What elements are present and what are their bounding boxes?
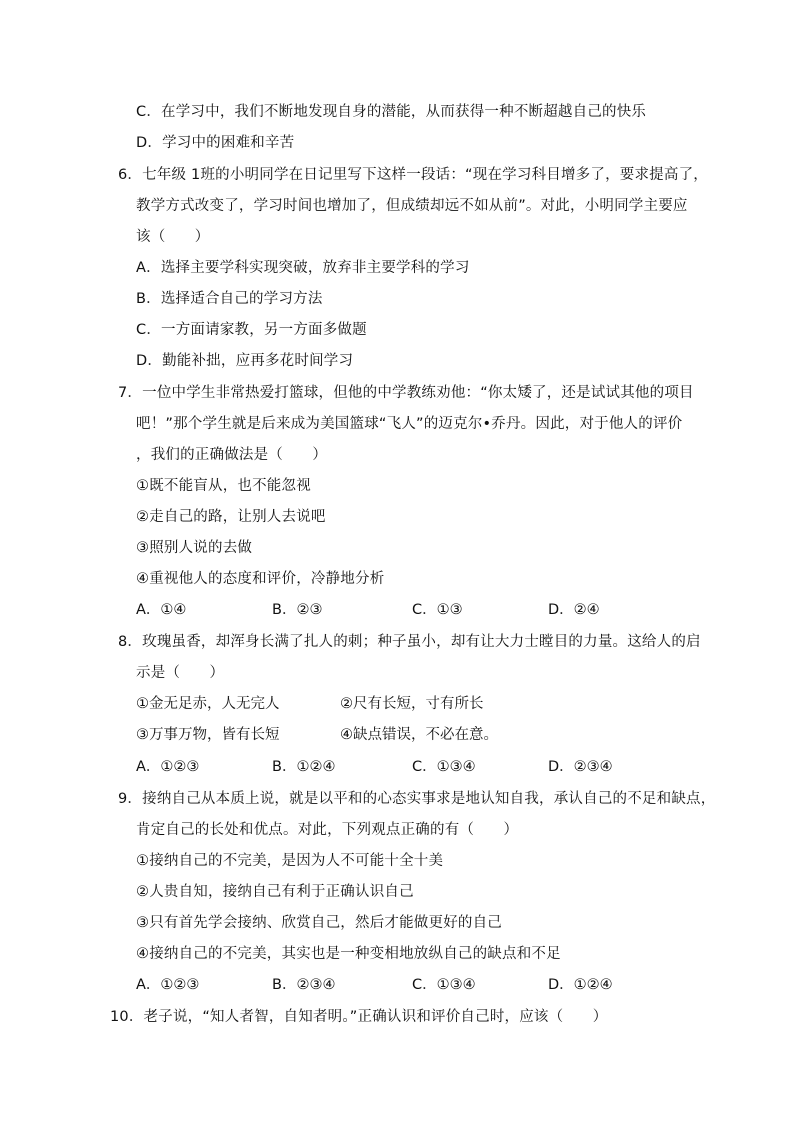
q8-option-c: C．①③④ — [412, 759, 476, 775]
q6-option-b: B．选择适合自己的学习方法 — [136, 291, 323, 307]
q8-stem-line-1: 8．玫瑰虽香，却浑身长满了扎人的刺；种子虽小，却有让大力士瞠目的力量。这给人的启 — [118, 634, 701, 650]
q7-option-a: A．①④ — [136, 602, 187, 618]
q9-statement-4: ④接纳自己的不完美，其实也是一种变相地放纵自己的缺点和不足 — [136, 946, 561, 962]
q9-option-b: B．②③④ — [272, 977, 336, 993]
q9-statement-3: ③只有首先学会接纳、欣赏自己，然后才能做更好的自己 — [136, 915, 502, 931]
q9-statement-1: ①接纳自己的不完美，是因为人不可能十全十美 — [136, 853, 444, 869]
q7-statement-4: ④重视他人的态度和评价，冷静地分析 — [136, 571, 385, 587]
q7-option-d: D．②④ — [548, 602, 600, 618]
q7-option-b: B．②③ — [272, 602, 323, 618]
q8-option-b: B．①②④ — [272, 759, 336, 775]
q7-stem-line-1: 7．一位中学生非常热爱打篮球，但他的中学教练劝他：“你太矮了，还是试试其他的项目 — [118, 385, 694, 401]
q9-stem-line-2: 肯定自己的长处和优点。对此，下列观点正确的有（ ） — [136, 822, 519, 838]
q7-option-c: C．①③ — [412, 602, 463, 618]
q6-option-c: C．一方面请家教，另一方面多做题 — [136, 322, 367, 338]
q9-option-c: C．①③④ — [412, 977, 476, 993]
q7-stem-line-2: 吧！”那个学生就是后来成为美国篮球“飞人”的迈克尔•乔丹。因此，对于他人的评价 — [136, 416, 683, 432]
q8-statement-3: ③万事万物，皆有长短 — [136, 727, 280, 743]
q5-option-d: D．学习中的困难和辛苦 — [136, 135, 295, 151]
q7-statement-3: ③照别人说的去做 — [136, 540, 253, 556]
q6-stem-line-2: 教学方式改变了，学习时间也增加了，但成绩却远不如从前”。对此，小明同学主要应 — [136, 198, 688, 214]
q6-stem-line-1: 6．七年级 1班的小明同学在日记里写下这样一段话：“现在学习科目增多了，要求提高了， — [118, 167, 708, 183]
q7-statement-2: ②走自己的路，让别人去说吧 — [136, 509, 326, 525]
q5-option-c: C．在学习中，我们不断地发现自身的潜能，从而获得一种不断超越自己的快乐 — [136, 104, 647, 120]
q6-stem-line-3: 该（ ） — [136, 229, 210, 245]
q9-option-a: A．①②③ — [136, 977, 200, 993]
q9-stem-line-1: 9．接纳自己从本质上说，就是以平和的心态实事求是地认知自我，承认自己的不足和缺点， — [118, 791, 716, 807]
q7-stem-line-3: ，我们的正确做法是（ ） — [136, 447, 328, 463]
q8-option-d: D．②③④ — [548, 759, 613, 775]
q8-statement-1: ①金无足赤，人无完人 — [136, 696, 280, 712]
q9-statement-2: ②人贵自知，接纳自己有利于正确认识自己 — [136, 884, 414, 900]
q6-option-a: A．选择主要学科实现突破，放弃非主要学科的学习 — [136, 260, 470, 276]
q9-option-d: D．①②④ — [548, 977, 613, 993]
q8-stem-line-2: 示是（ ） — [136, 665, 225, 681]
q10-stem-line-1: 10．老子说，“知人者智，自知者明。”正确认识和评价自己时，应该（ ） — [110, 1009, 608, 1025]
q8-option-a: A．①②③ — [136, 759, 200, 775]
q8-statement-2: ②尺有长短，寸有所长 — [340, 696, 484, 712]
q7-statement-1: ①既不能盲从，也不能忽视 — [136, 478, 311, 494]
q6-option-d: D．勤能补拙，应再多花时间学习 — [136, 353, 354, 369]
q8-statement-4: ④缺点错误，不必在意。 — [340, 727, 498, 743]
